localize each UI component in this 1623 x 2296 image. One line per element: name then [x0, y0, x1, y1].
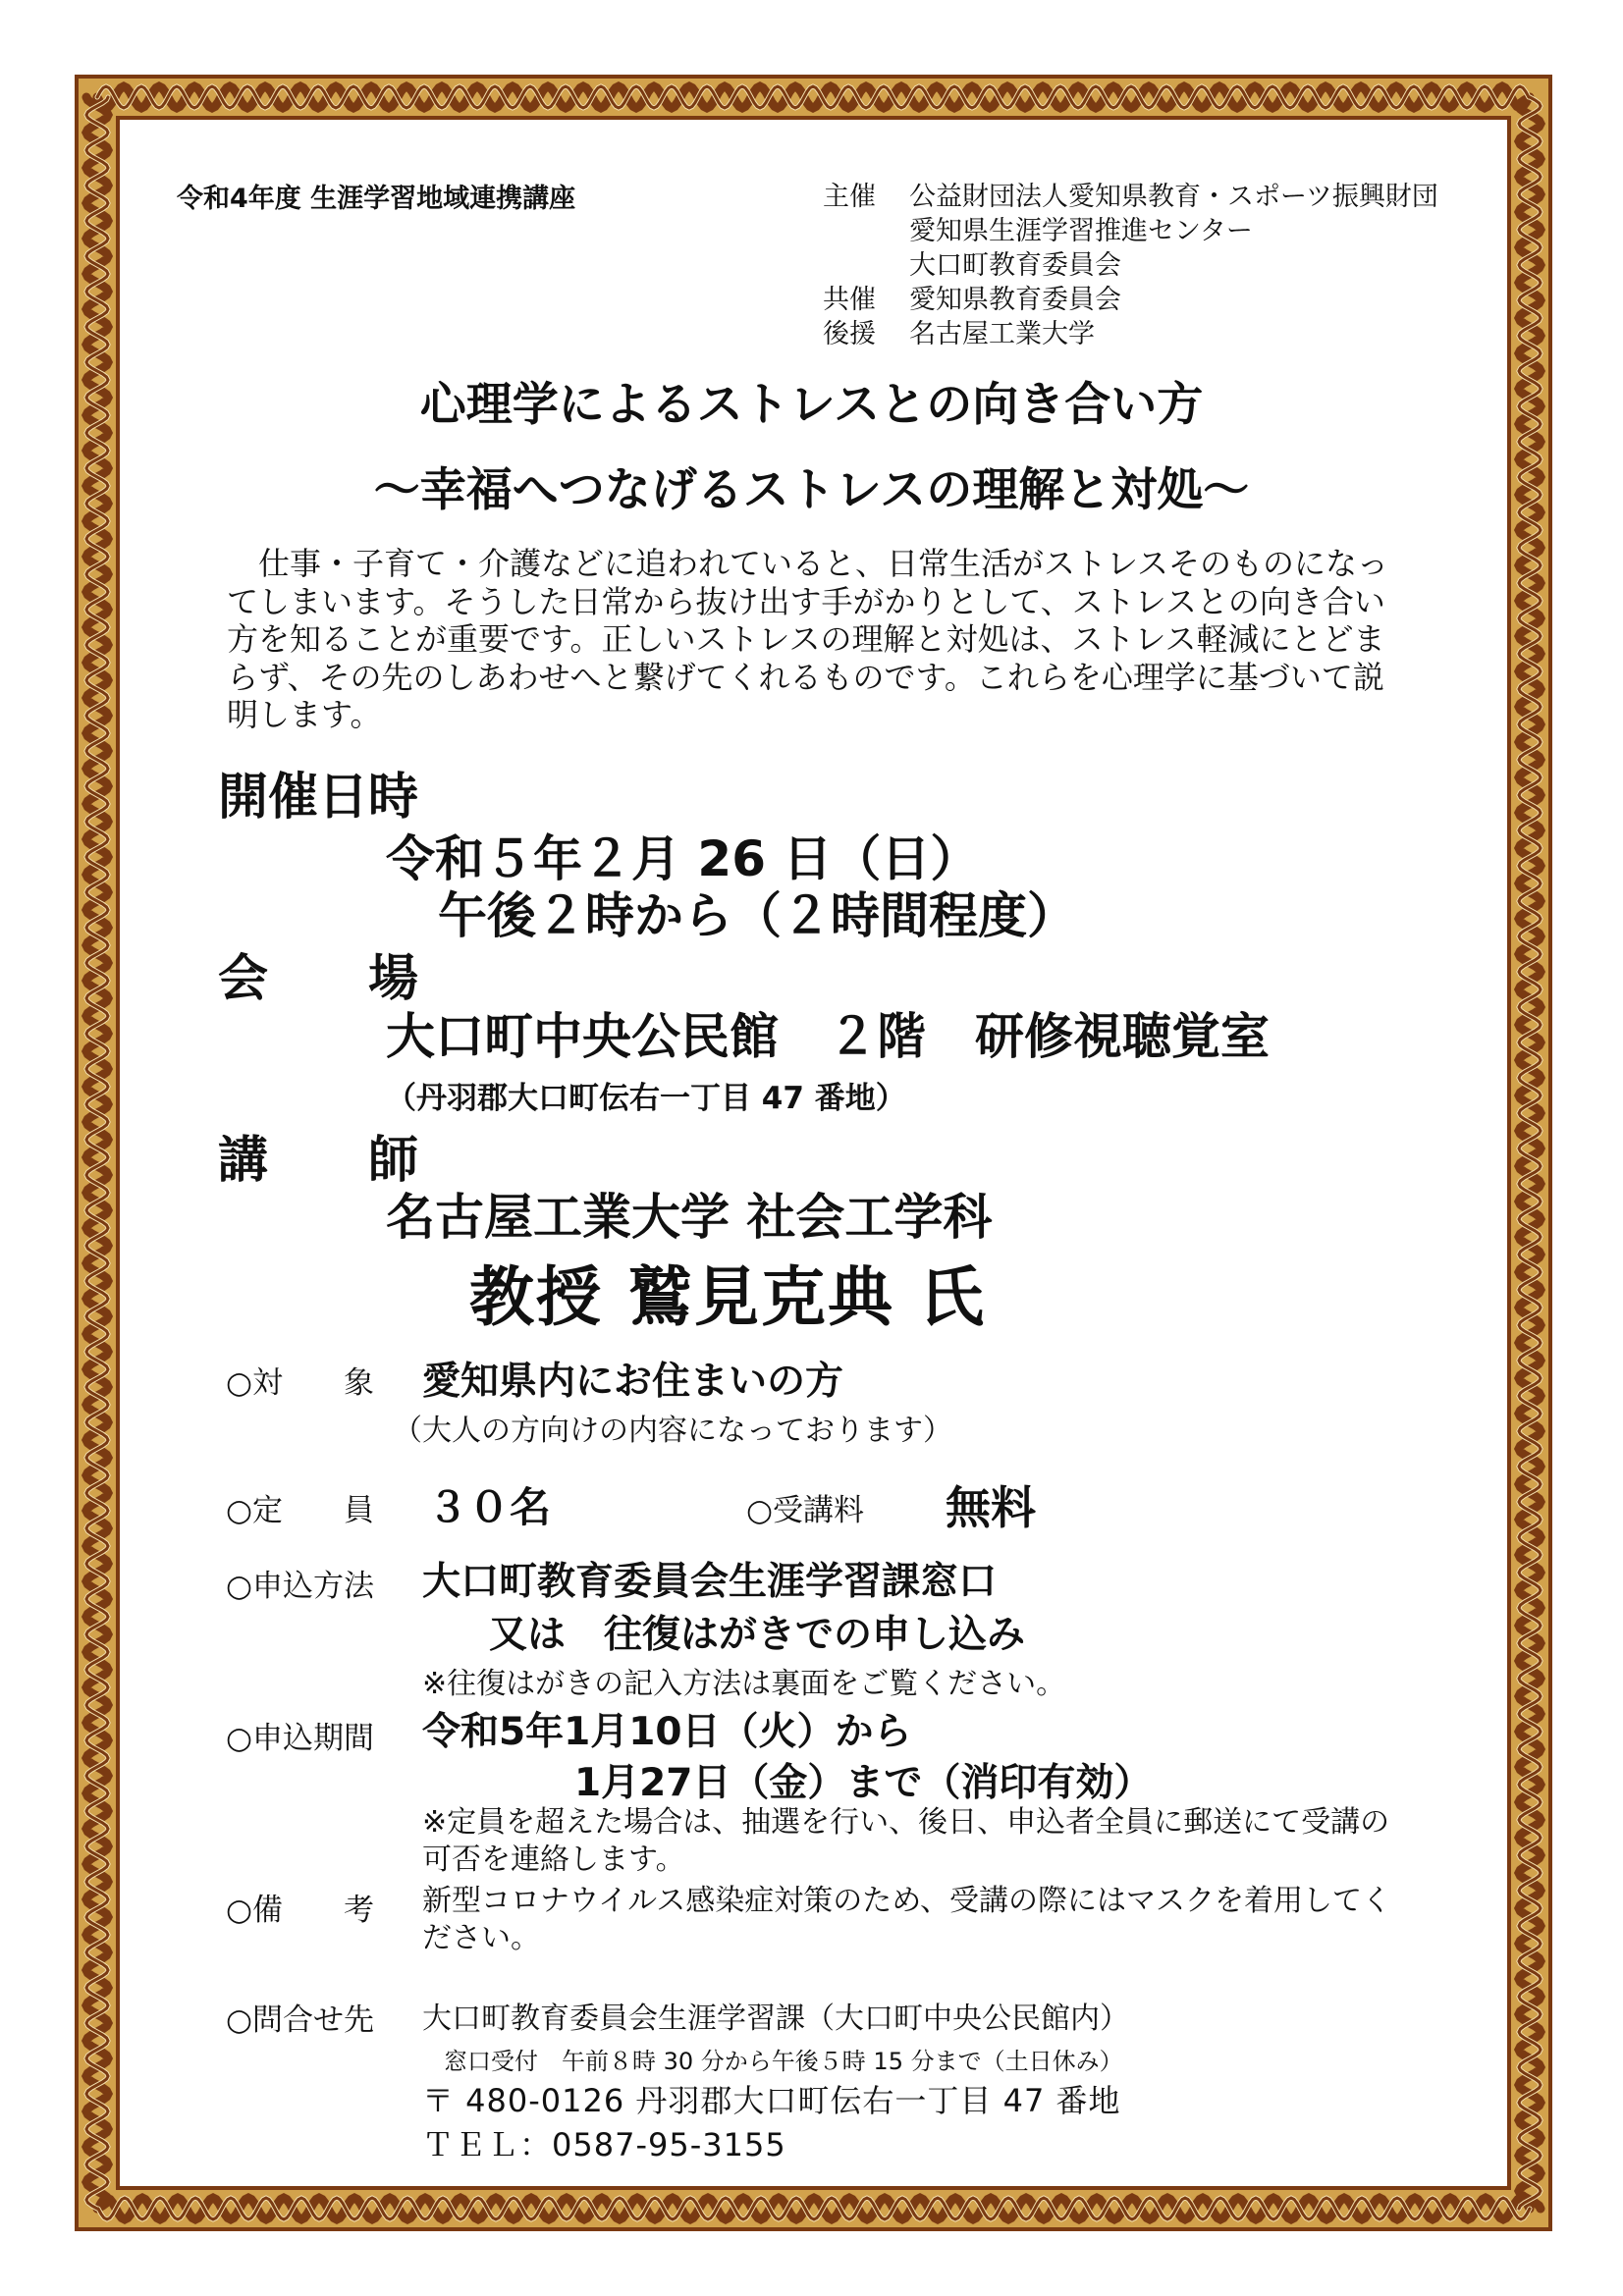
target-value: 愛知県内にお住まいの方 — [422, 1360, 844, 1404]
apply-period-label: ○申込期間 — [226, 1721, 375, 1756]
venue-heading: 会 場 — [218, 950, 419, 1008]
apply-method-label: ○申込方法 — [226, 1569, 375, 1604]
contact-hours: 窓口受付 午前８時 30 分から午後５時 15 分まで（土日休み） — [444, 2048, 1123, 2075]
apply-method-note: ※往復はがきの記入方法は裏面をご覧ください。 — [422, 1667, 1066, 1701]
intro-paragraph: 仕事・子育て・介護などに追われていると、日常生活がストレスそのものになってしまいます。そうした日常から抜け出す手がかりとして、ストレスとの向き合い方を知ることが重要です。正しいストレスの理解と対処は、ストレス軽減にとどまらず、その先のしあわせへと繋げてくれるものです。これらを心理学に基づいて説明します。 — [227, 545, 1389, 733]
event-date: 令和５年２月 26 日（日） — [386, 830, 980, 887]
contact-label: ○問合せ先 — [226, 2002, 375, 2038]
fee-value: 無料 — [946, 1481, 1036, 1534]
support-row — [823, 317, 1438, 351]
target-label: ○対 象 — [226, 1365, 375, 1401]
host-row — [823, 180, 1438, 214]
lecturer-name: 教授 鷲見克典 氏 — [469, 1259, 986, 1335]
host-label: 主催 — [823, 182, 876, 212]
apply-method-line-1: 大口町教育委員会生涯学習課窓口 — [422, 1560, 998, 1604]
cohost-row — [823, 283, 1438, 317]
sub-title: ～幸福へつなげるストレスの理解と対処～ — [373, 463, 1250, 517]
host-line-3: 大口町教育委員会 — [909, 250, 1121, 281]
organizers-block — [823, 180, 1438, 351]
lecturer-heading: 講 師 — [218, 1132, 419, 1190]
venue-name: 大口町中央公民館 ２階 研修視聴覚室 — [386, 1008, 1270, 1065]
fee-label: ○受講料 — [746, 1493, 865, 1528]
target-note: （大人の方向けの内容になっております） — [393, 1414, 952, 1448]
contact-tel: ＴＥＬ：0587-95-3155 — [422, 2126, 786, 2163]
apply-period-line-2: 1月27日（金）まで（消印有効） — [574, 1761, 1153, 1805]
host-line-2: 愛知県生涯学習推進センター — [909, 216, 1253, 246]
support-name: 名古屋工業大学 — [909, 319, 1095, 349]
host-line-1: 公益財団法人愛知県教育・スポーツ振興財団 — [909, 182, 1438, 212]
remarks-text: 新型コロナウイルス感染症対策のため、受講の際にはマスクを着用してください。 — [422, 1884, 1391, 1955]
event-time: 午後２時から（２時間程度） — [438, 887, 1076, 944]
venue-address: （丹羽郡大口町伝右一丁目 47 番地） — [386, 1081, 906, 1116]
lecturer-affiliation: 名古屋工業大学 社会工学科 — [386, 1189, 993, 1246]
contact-org: 大口町教育委員会生涯学習課（大口町中央公民館内） — [422, 2002, 1129, 2036]
apply-method-line-2: 又は 往復はがきでの申し込み — [489, 1613, 1026, 1657]
datetime-heading: 開催日時 — [218, 769, 419, 827]
capacity-value: ３０名 — [427, 1483, 552, 1531]
remarks-label: ○備 考 — [226, 1893, 375, 1928]
apply-period-note: ※定員を超えた場合は、抽選を行い、後日、申込者全員に郵送にて受講の可否を連絡します。 — [422, 1805, 1390, 1877]
apply-period-line-1: 令和5年1月10日（火）から — [422, 1710, 912, 1754]
support-label: 後援 — [823, 319, 876, 349]
cohost-name: 愛知県教育委員会 — [909, 285, 1121, 315]
main-title: 心理学によるストレスとの向き合い方 — [419, 378, 1204, 432]
series-title: 令和4年度 生涯学習地域連携講座 — [177, 184, 576, 214]
capacity-label: ○定 員 — [226, 1493, 375, 1528]
contact-address: 〒 480-0126 丹羽郡大口町伝右一丁目 47 番地 — [422, 2082, 1121, 2119]
cohost-label: 共催 — [823, 285, 876, 315]
